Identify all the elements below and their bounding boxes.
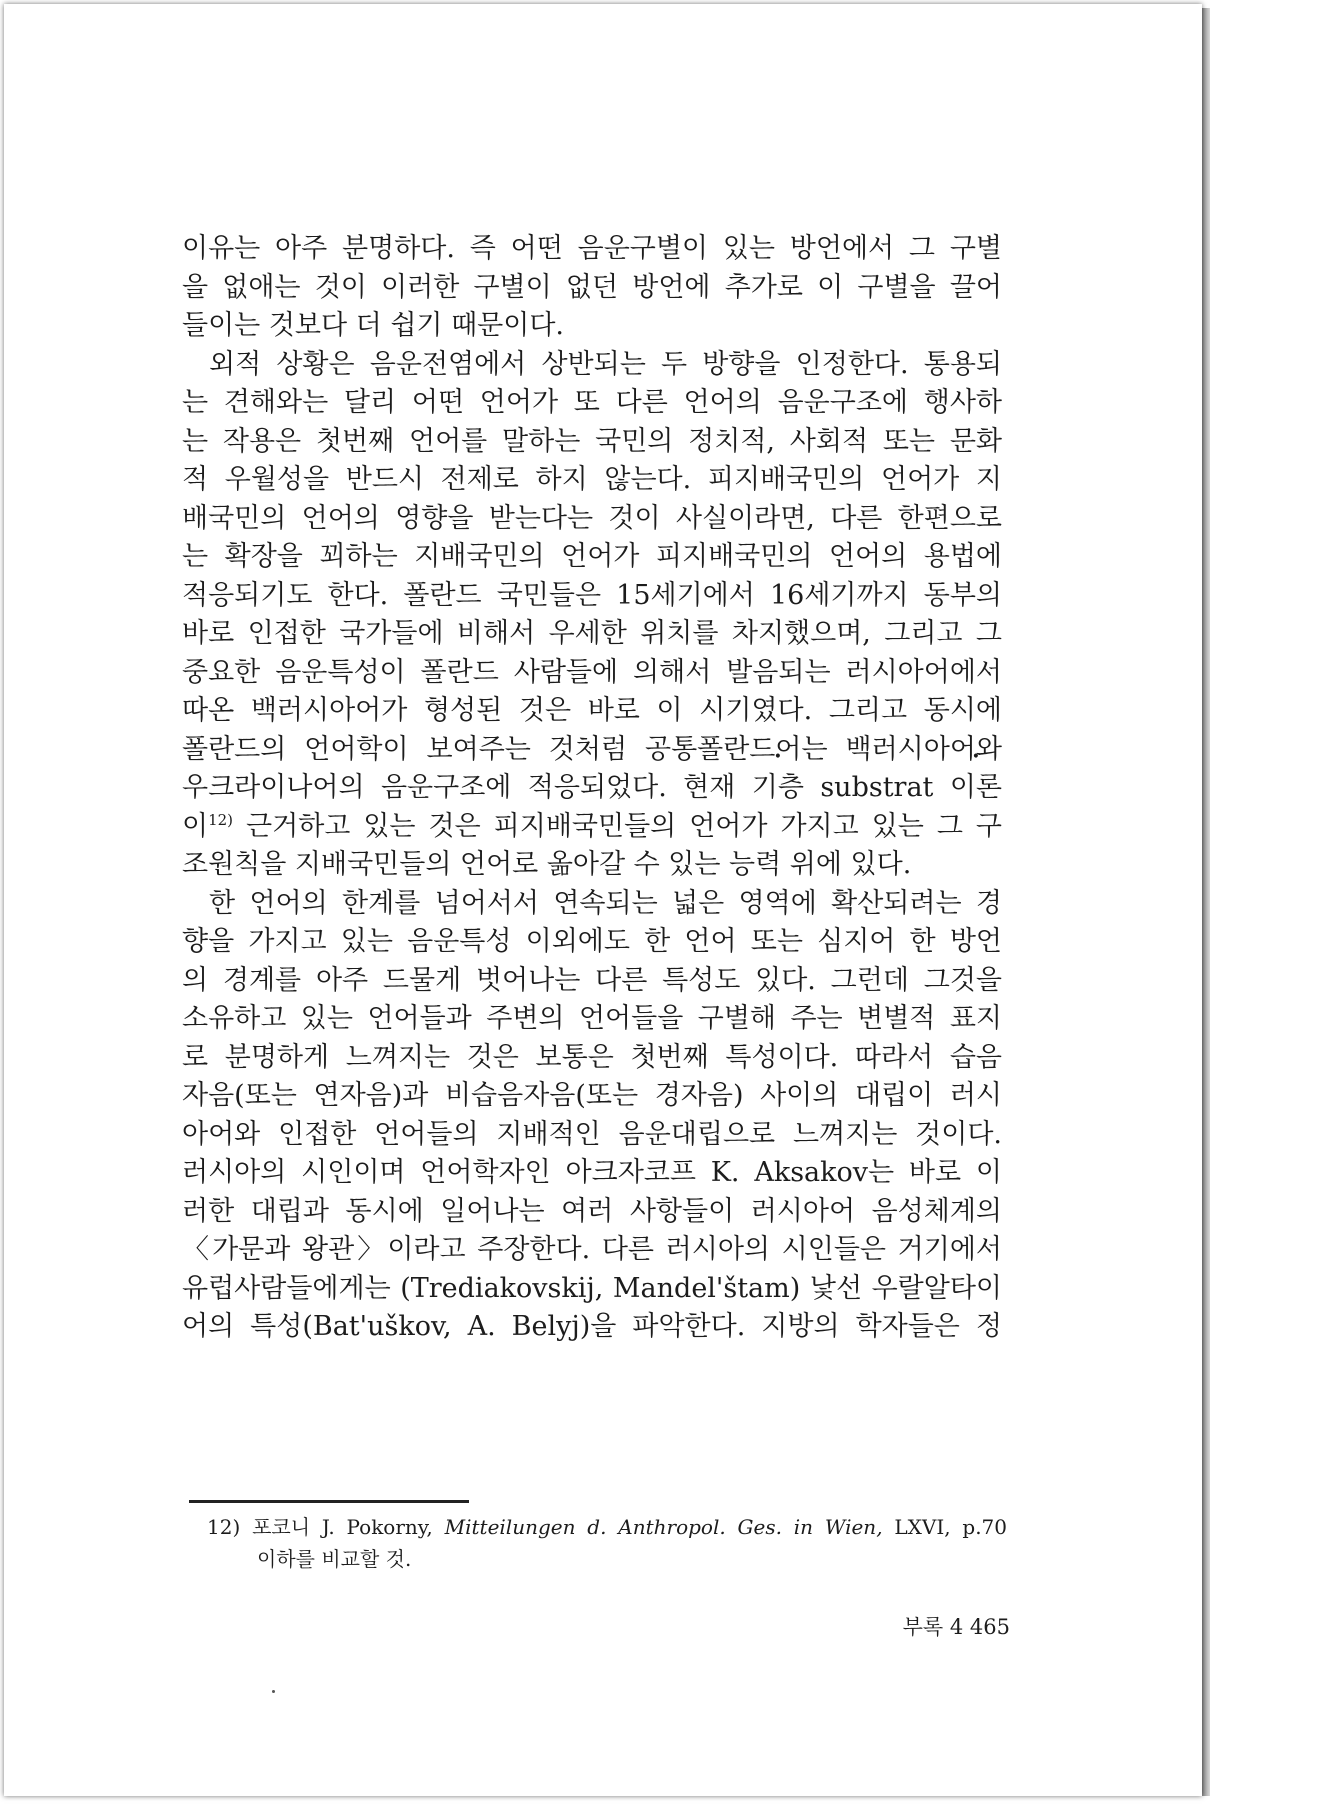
footnote-reference[interactable]: 12) bbox=[208, 810, 234, 829]
footnote-rest: LXVI, p.70 bbox=[882, 1515, 1008, 1539]
text-line: 자음(또는 연자음)과 비습음자음(또는 경자음) 사이의 대립이 러시 bbox=[182, 1080, 1002, 1111]
page-folio bbox=[860, 1611, 1010, 1641]
footnote-line: 이하를 비교할 것. bbox=[257, 1547, 412, 1571]
text-line: 을 없애는 것이 이러한 구별이 없던 방언에 추가로 이 구별을 끌어 bbox=[182, 271, 1002, 303]
text-line: 아어와 인접한 언어들의 지배적인 음운대립으로 느껴지는 것이다. bbox=[182, 1118, 1002, 1150]
text-segment: 이 bbox=[182, 810, 209, 842]
book-page bbox=[4, 4, 1202, 1796]
body-text bbox=[182, 230, 1002, 1347]
text-line: 의 경계를 아주 드물게 벗어나는 다른 특성도 있다. 그런데 그것을 bbox=[182, 964, 1002, 996]
footnote-number: 12) bbox=[207, 1515, 241, 1539]
text-line: 는 확장을 꾀하는 지배국민의 언어가 피지배국민의 언어의 용법에 bbox=[182, 541, 1002, 572]
text-line: 어의 특성(Bat'uškov, A. Belyj)을 파악한다. 지방의 학자들은 정 bbox=[182, 1311, 1002, 1342]
folio-section: 부록 4 bbox=[902, 1615, 964, 1639]
scan-speck bbox=[272, 1690, 275, 1693]
text-line: 이유는 아주 분명하다. 즉 어떤 음운구별이 있는 방언에서 그 구별 bbox=[182, 233, 1002, 264]
footnote-line bbox=[207, 1511, 1007, 1543]
text-line: 한 언어의 한계를 넘어서서 연속되는 넓은 영역에 확산되려는 경 bbox=[209, 887, 1002, 919]
text-line: 유럽사람들에게는 (Trediakovskij, Mandel'štam) 낯선 우랄알타이 bbox=[182, 1272, 1002, 1304]
text-line: 배국민의 언어의 영향을 받는다는 것이 사실이라면, 다른 한편으로 bbox=[182, 502, 1002, 534]
text-line: 외적 상황은 음운전염에서 상반되는 두 방향을 인정한다. 통용되 bbox=[209, 348, 1002, 380]
text-line: 소유하고 있는 언어들과 주변의 언어들을 구별해 주는 변별적 표지 bbox=[182, 1003, 1002, 1034]
text-line: 중요한 음운특성이 폴란드 사람들에 의해서 발음되는 러시아어에서 bbox=[182, 656, 1002, 688]
emphasized-word: 기층 bbox=[751, 772, 804, 803]
text-segment: 우크라이나어의 음운구조에 적응되었다. 현재 bbox=[182, 772, 752, 803]
emphasized-word: 이론 bbox=[949, 772, 1002, 803]
text-line: 조원칙을 지배국민들의 언어로 옮아갈 수 있는 능력 위에 있다. bbox=[182, 849, 912, 880]
text-line-footnote-ref bbox=[182, 808, 1002, 847]
text-segment: 근거하고 있는 것은 피지배국민들의 언어가 가지고 있는 그 구 bbox=[233, 810, 1002, 842]
text-line: 는 작용은 첫번째 언어를 말하는 국민의 정치적, 사회적 또는 문화 bbox=[182, 425, 1002, 457]
text-line: 폴란드의 언어학이 보여주는 것처럼 공통폴란드어는 백러시아어와 bbox=[182, 733, 1002, 765]
text-line: 러시아의 시인이며 언어학자인 아크자코프 K. Aksakov는 바로 이 bbox=[182, 1157, 1002, 1188]
text-line: 향을 가지고 있는 음운특성 이외에도 한 언어 또는 심지어 한 방언 bbox=[182, 926, 1002, 957]
text-line-emphasis bbox=[182, 769, 1002, 808]
text-line: 적 우월성을 반드시 전제로 하지 않는다. 피지배국민의 언어가 지 bbox=[182, 464, 1002, 495]
text-line: 〈가문과 왕관〉이라고 주장한다. 다른 러시아의 시인들은 거기에서 bbox=[182, 1234, 1002, 1265]
text-segment: substrat bbox=[803, 772, 950, 803]
text-line: 러한 대립과 동시에 일어나는 여러 사항들이 러시아어 음성체계의 bbox=[182, 1195, 1002, 1227]
footnote-title: Mitteilungen d. Anthropol. Ges. in Wien, bbox=[444, 1515, 883, 1539]
text-line: 적응되기도 한다. 폴란드 국민들은 15세기에서 16세기까지 동부의 bbox=[182, 579, 1002, 611]
footnote bbox=[207, 1511, 1007, 1575]
text-line: 로 분명하게 느껴지는 것은 보통은 첫번째 특성이다. 따라서 습음 bbox=[182, 1041, 1002, 1073]
text-line: 는 견해와는 달리 어떤 언어가 또 다른 언어의 음운구조에 행사하 bbox=[182, 387, 1002, 418]
text-line: 들이는 것보다 더 쉽기 때문이다. bbox=[182, 310, 564, 341]
footnote-divider bbox=[189, 1500, 469, 1503]
page-stack-edge bbox=[1202, 8, 1210, 1796]
text-line: 따온 백러시아어가 형성된 것은 바로 이 시기였다. 그리고 동시에 bbox=[182, 695, 1002, 726]
folio-page-number: 465 bbox=[969, 1615, 1010, 1639]
text-line: 바로 인접한 국가들에 비해서 우세한 위치를 차지했으며, 그리고 그 bbox=[182, 618, 1002, 649]
footnote-lead: 포코니 J. Pokorny, bbox=[252, 1515, 445, 1539]
